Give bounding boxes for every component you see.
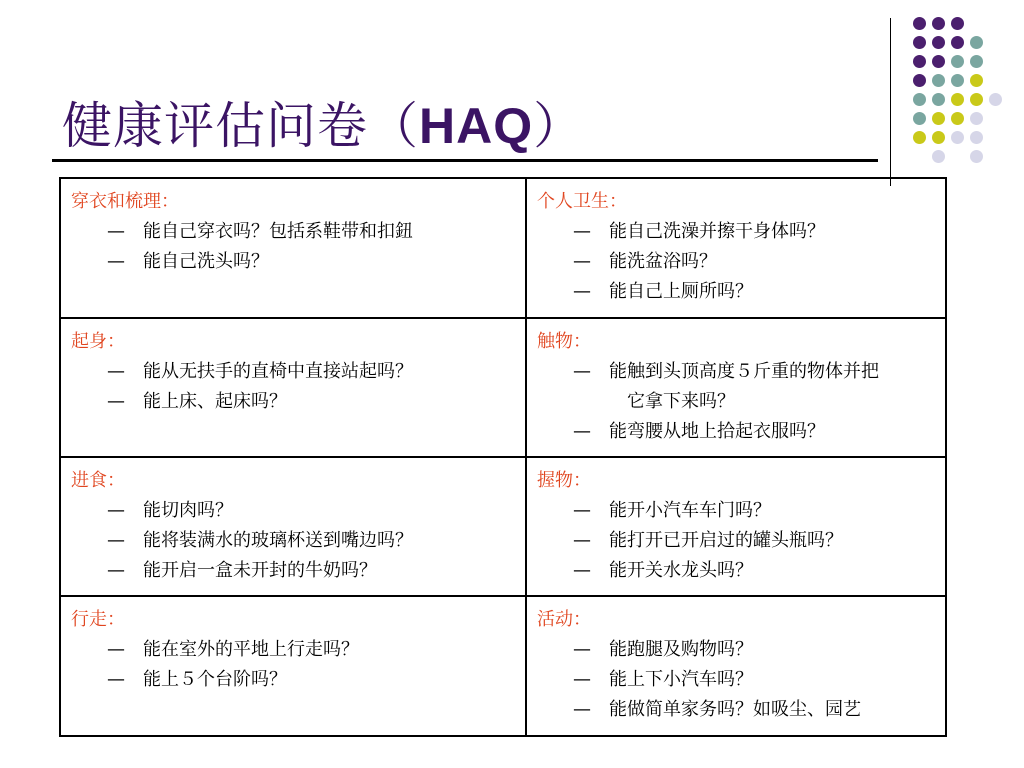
question-text: 能上床、起床吗？ <box>143 391 287 412</box>
category-label: 触物： <box>537 331 591 352</box>
question-item <box>71 526 515 556</box>
question-item <box>537 526 935 556</box>
question-item <box>537 217 935 247</box>
question-text: 能开小汽车车门吗？ <box>609 500 771 521</box>
dash-bullet: — <box>107 639 125 660</box>
question-item <box>537 417 935 447</box>
question-item <box>537 277 935 307</box>
haq-cell-eating <box>60 457 526 596</box>
decor-dot-yellow <box>932 112 945 125</box>
decor-dot-teal <box>970 55 983 68</box>
question-text: 能将装满水的玻璃杯送到嘴边吗？ <box>143 530 413 551</box>
dash-bullet: — <box>573 699 591 720</box>
decor-dot-teal <box>970 36 983 49</box>
question-text: 能打开已开启过的罐头瓶吗？ <box>609 530 843 551</box>
decor-dot-purple <box>932 17 945 30</box>
question-item <box>71 556 515 586</box>
dash-bullet: — <box>573 560 591 581</box>
decor-dot-lavender <box>932 150 945 163</box>
title-main: 健康评估问卷（ <box>62 97 419 155</box>
question-text: 能开关水龙头吗？ <box>609 560 753 581</box>
question-text: 能弯腰从地上拾起衣服吗？ <box>609 421 825 442</box>
haq-cell-dressing <box>60 178 526 318</box>
title-underline <box>52 159 878 162</box>
dash-bullet: — <box>573 500 591 521</box>
decor-dot-lavender <box>970 150 983 163</box>
haq-cell-activities <box>526 596 946 736</box>
table-row <box>60 318 946 457</box>
table-row <box>60 457 946 596</box>
dash-bullet: — <box>107 500 125 521</box>
decor-dot-purple <box>913 17 926 30</box>
category-label: 活动： <box>537 609 591 630</box>
question-item <box>537 695 935 725</box>
dash-bullet: — <box>107 391 125 412</box>
title-vertical-rule <box>890 18 891 186</box>
question-item <box>537 665 935 695</box>
dash-bullet: — <box>107 361 125 382</box>
category-label: 进食： <box>71 470 125 491</box>
dash-bullet: — <box>573 251 591 272</box>
question-text: 能开启一盒未开封的牛奶吗？ <box>143 560 377 581</box>
question-text: 能触到头顶高度５斤重的物体并把 <box>609 361 879 382</box>
decor-dot-teal <box>951 74 964 87</box>
dash-bullet: — <box>573 669 591 690</box>
decor-dot-purple <box>913 36 926 49</box>
dash-bullet: — <box>573 361 591 382</box>
category-label: 起身： <box>71 331 125 352</box>
question-text: 能自己穿衣吗？包括系鞋带和扣鈕 <box>143 221 413 242</box>
haq-cell-grip <box>526 457 946 596</box>
question-text: 能上下小汽车吗？ <box>609 669 753 690</box>
decor-dot-lavender <box>989 93 1002 106</box>
dash-bullet: — <box>107 530 125 551</box>
decor-dot-yellow <box>913 131 926 144</box>
question-text: 能自己洗头吗？ <box>143 251 269 272</box>
dash-bullet: — <box>107 251 125 272</box>
haq-cell-walking <box>60 596 526 736</box>
question-item <box>71 665 515 695</box>
question-text: 能切肉吗？ <box>143 500 233 521</box>
decor-dot-purple <box>932 55 945 68</box>
haq-cell-hygiene <box>526 178 946 318</box>
question-item <box>71 217 515 247</box>
question-text: 能跑腿及购物吗？ <box>609 639 753 660</box>
question-item <box>71 635 515 665</box>
question-item <box>537 357 935 387</box>
slide-title <box>62 86 584 158</box>
question-item <box>71 357 515 387</box>
decor-dot-yellow <box>970 74 983 87</box>
question-item <box>537 635 935 665</box>
dash-bullet: — <box>107 221 125 242</box>
dash-bullet: — <box>107 560 125 581</box>
question-text: 能从无扶手的直椅中直接站起吗？ <box>143 361 413 382</box>
decor-dot-yellow <box>951 93 964 106</box>
category-label: 个人卫生： <box>537 191 627 212</box>
question-item <box>537 496 935 526</box>
decor-dot-teal <box>913 112 926 125</box>
haq-cell-reach <box>526 318 946 457</box>
question-text: 能做简单家务吗？如吸尘、园艺 <box>609 699 861 720</box>
dash-bullet: — <box>573 530 591 551</box>
question-item <box>537 247 935 277</box>
question-text: 能洗盆浴吗？ <box>609 251 717 272</box>
category-label: 穿衣和梳理： <box>71 191 179 212</box>
decor-dot-purple <box>951 17 964 30</box>
dash-bullet: — <box>107 669 125 690</box>
question-text: 能自己上厕所吗？ <box>609 281 753 302</box>
question-text: 能上５个台阶吗？ <box>143 669 287 690</box>
question-text: 能在室外的平地上行走吗？ <box>143 639 359 660</box>
haq-table <box>59 177 947 737</box>
decor-dot-teal <box>951 55 964 68</box>
decor-dot-teal <box>932 93 945 106</box>
question-item <box>71 496 515 526</box>
decor-dot-purple <box>951 36 964 49</box>
question-item <box>537 556 935 586</box>
decor-dot-lavender <box>970 131 983 144</box>
title-abbr: HAQ <box>419 98 534 154</box>
question-continuation: 它拿下来吗？ <box>627 391 735 412</box>
title-close: ） <box>533 97 585 155</box>
dash-bullet: — <box>573 639 591 660</box>
decor-dot-yellow <box>951 112 964 125</box>
question-item <box>71 247 515 277</box>
haq-cell-arising <box>60 318 526 457</box>
decor-dot-lavender <box>970 112 983 125</box>
question-text: 能自己洗澡并擦干身体吗？ <box>609 221 825 242</box>
decor-dot-purple <box>913 55 926 68</box>
question-item <box>71 387 515 417</box>
table-row <box>60 596 946 736</box>
decor-dot-teal <box>913 93 926 106</box>
decor-dot-teal <box>932 74 945 87</box>
dash-bullet: — <box>573 421 591 442</box>
decor-dot-yellow <box>970 93 983 106</box>
dash-bullet: — <box>573 281 591 302</box>
decor-dot-yellow <box>932 131 945 144</box>
category-label: 行走： <box>71 609 125 630</box>
category-label: 握物： <box>537 470 591 491</box>
decor-dot-purple <box>913 74 926 87</box>
dash-bullet: — <box>573 221 591 242</box>
decor-dot-purple <box>932 36 945 49</box>
decor-dot-lavender <box>951 131 964 144</box>
table-row <box>60 178 946 318</box>
